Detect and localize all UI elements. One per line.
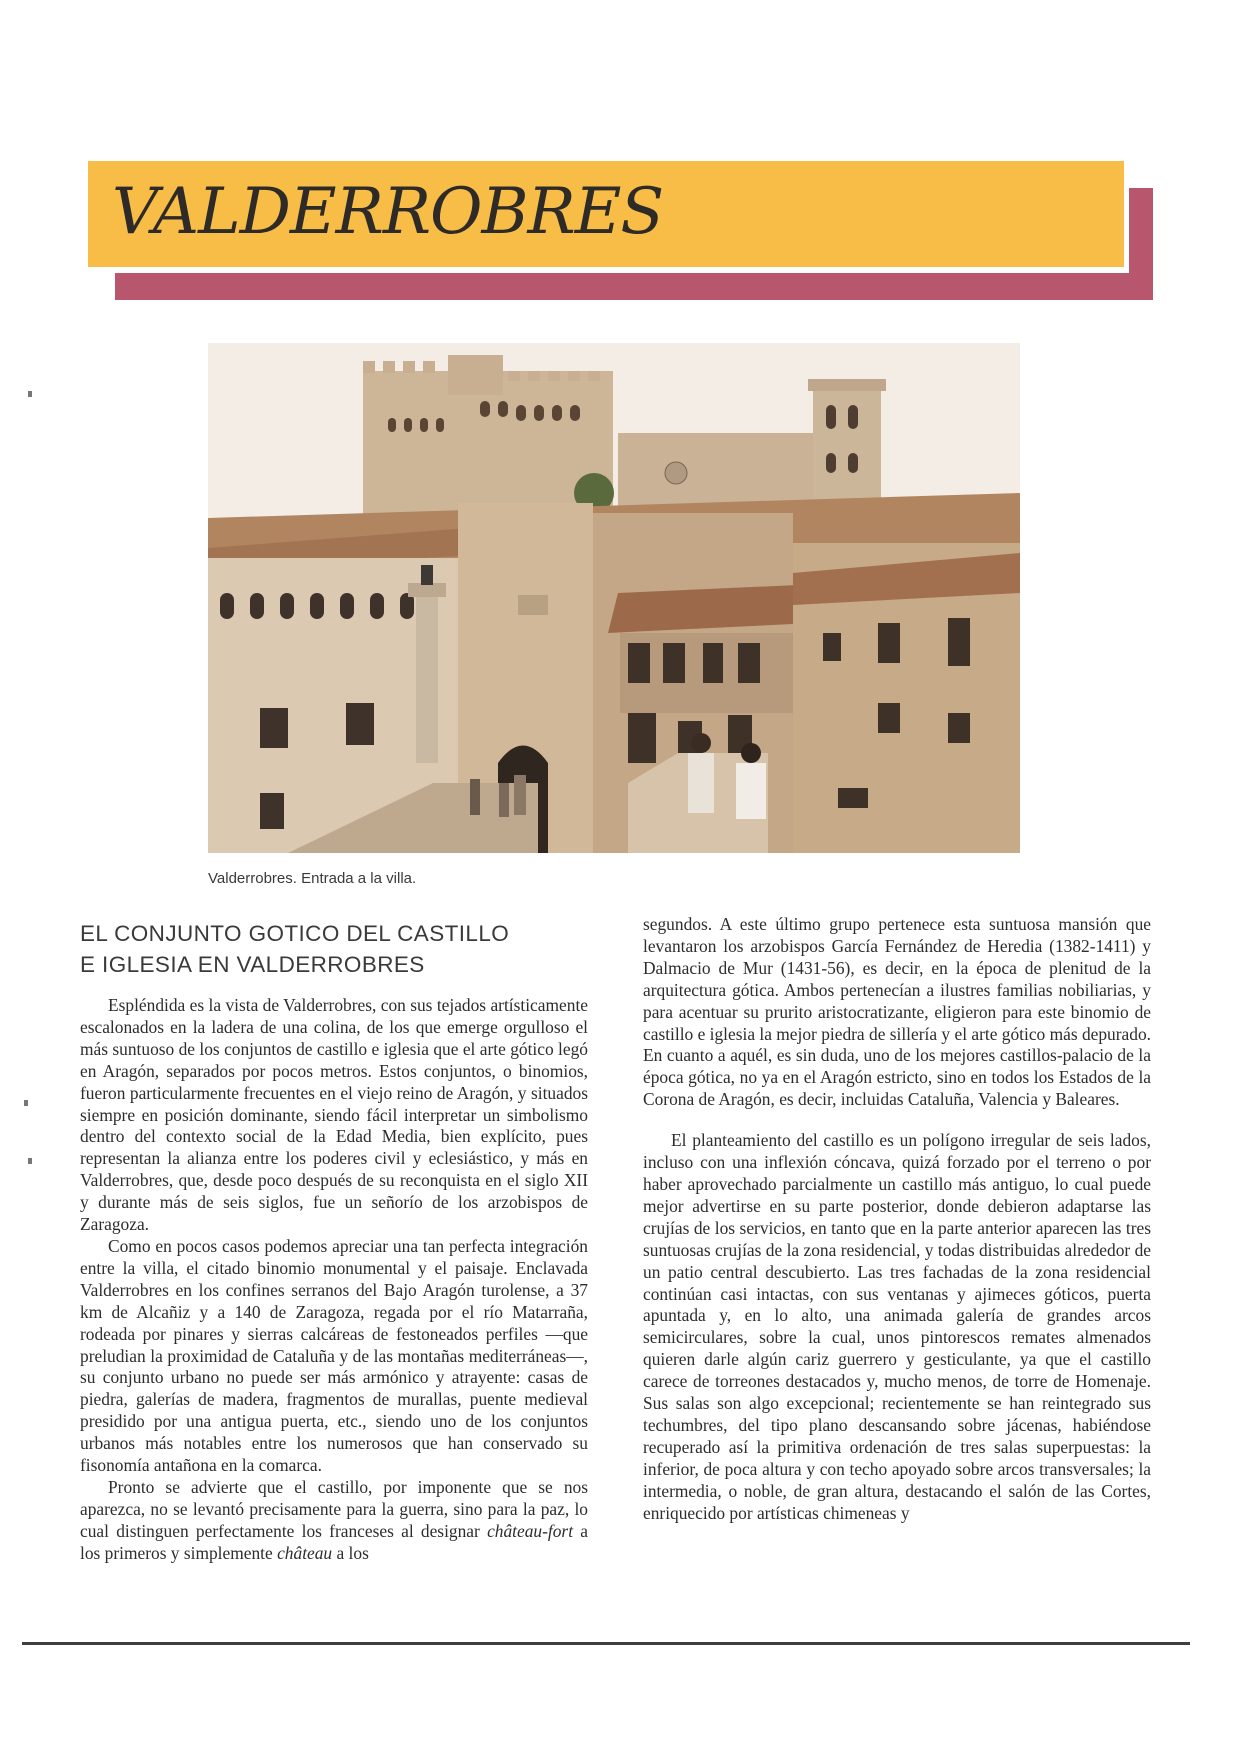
paragraph-text: Pronto se advierte que el castillo, por imponente que se nos aparezca, no se levantó precisamente para la guerra, sino para la paz, lo cual distinguen perfectamente los franceses al designar <box>80 1476 588 1541</box>
page-title: VALDERROBRES <box>112 175 664 249</box>
paragraph-text: a los <box>332 1542 369 1563</box>
paragraph: Espléndida es la vista de Valderrobres, con sus tejados artísticamente escalonados en la ladera de una colina, de los que emerge orgulloso el más suntuoso de los conjuntos de castillo e iglesia que el arte gótico legó en Aragón, separados por pocos metros. Estos conjuntos, o binomios, fueron particularmente frecuentes en el viejo reino de Aragón, y situados siempre en posición dominante, siendo fácil interpretar un simbolismo dentro del contexto social de la Edad Media, bien explícito, pues representan la alianza entre los poderes civil y eclesiástico, y más en Valderrobres, que, desde poco después de su reconquista en el siglo XII y durante más de seis siglos, fue un señorío de los arzobispos de Zaragoza. <box>80 995 588 1235</box>
margin-mark <box>28 1158 32 1164</box>
photo-caption: Valderrobres. Entrada a la villa. <box>208 870 417 887</box>
italic-term: château <box>277 1542 333 1563</box>
paragraph: El planteamiento del castillo es un polígono irregular de seis lados, incluso con una inflexión cóncava, quizá forzado por el terreno o por haber aprovechado parcialmente un castillo más antiguo, lo cual puede mejor advertirse en su parte posterior, donde debieron adaptarse las crujías de los servicios, en tanto que en la parte anterior aparecen las tres suntuosas crujías de la zona residencial, y todas distribuidas alrededor de un patio central descubierto. Las tres fachadas de la zona residencial continúan casi intactas, con sus ventanas y ajimeces góticos, puerta apuntada y, en lo alto, una animada galería de grandes arcos semicirculares, sobre la cual, unos pintorescos remates almenados quieren darle algún cariz guerrero y gesticulante, ya que el castillo carece de torreones destacados y, mucho menos, de torre de Homenaje. Sus salas son algo excepcional; recientemente se han reintegrado sus techumbres, del tipo plano descansando sobre jácenas, habiéndose recuperado así la primitiva ordenación de tres salas superpuestas: la inferior, de poca altura y con techo apoyado sobre arcos transversales; la intermedia, o noble, de gran altura, destacando el salón de las Cortes, enriquecido por artísticas chimeneas y <box>643 1130 1151 1523</box>
paragraph-text: a los primeros y simplemente <box>80 1520 588 1563</box>
photo-illustration <box>208 343 1020 853</box>
italic-term: château-fort <box>487 1520 574 1541</box>
article-heading <box>80 918 600 980</box>
paragraph: segundos. A este último grupo pertenece esta suntuosa mansión que levantaron los arzobispos García Fernández de Heredia (1382-1411) y Dalmacio de Mur (1431-56), es decir, en la época de plenitud de la arquitectura gótica. Ambos pertenecían a ilustres familias nobiliarias, y para acentuar su prurito aristocratizante, eligieron para este binomio de castillo e iglesia la mejor piedra de sillería y el arte gótico más depurado. En cuanto a aquél, es sin duda, uno de los mejores castillos-palacio de la época gótica, no ya en el Aragón estricto, sino en todos los Estados de la Corona de Aragón, es decir, incluidas Cataluña, Valencia y Baleares. <box>643 914 1152 1110</box>
margin-mark <box>24 1100 28 1106</box>
article-heading-line-1: EL CONJUNTO GOTICO DEL CASTILLO <box>80 921 510 946</box>
footer-rule <box>22 1642 1190 1645</box>
article-heading-line-2: E IGLESIA EN VALDERROBRES <box>80 952 425 977</box>
banner-shadow-bar <box>115 273 1153 300</box>
paragraph <box>80 1477 588 1565</box>
banner-shadow-edge <box>1129 188 1153 300</box>
article-column-right <box>643 914 1151 1524</box>
article-column-left <box>80 995 588 1565</box>
photo-valderrobres-entrance <box>208 343 1020 853</box>
paragraph: Como en pocos casos podemos apreciar una tan perfecta integración entre la villa, el citado binomio monumental y el paisaje. Enclavada Valderrobres en los confines serranos del Bajo Aragón turolense, a 37 km de Alcañiz y a 140 de Zaragoza, regada por el río Matarraña, rodeada por pinares y sierras calcáreas de festoneados perfiles —que preludian la proximidad de Cataluña y de las montañas mediterráneas—, su conjunto urbano no puede ser más armónico y atrayente: casas de piedra, galerías de madera, fragmentos de murallas, puente medieval presidido por una antigua puerta, etc., siendo uno de los conjuntos urbanos más notables entre los numerosos que han conservado su fisonomía antañona en la comarca. <box>80 1235 588 1476</box>
margin-mark <box>28 391 32 397</box>
